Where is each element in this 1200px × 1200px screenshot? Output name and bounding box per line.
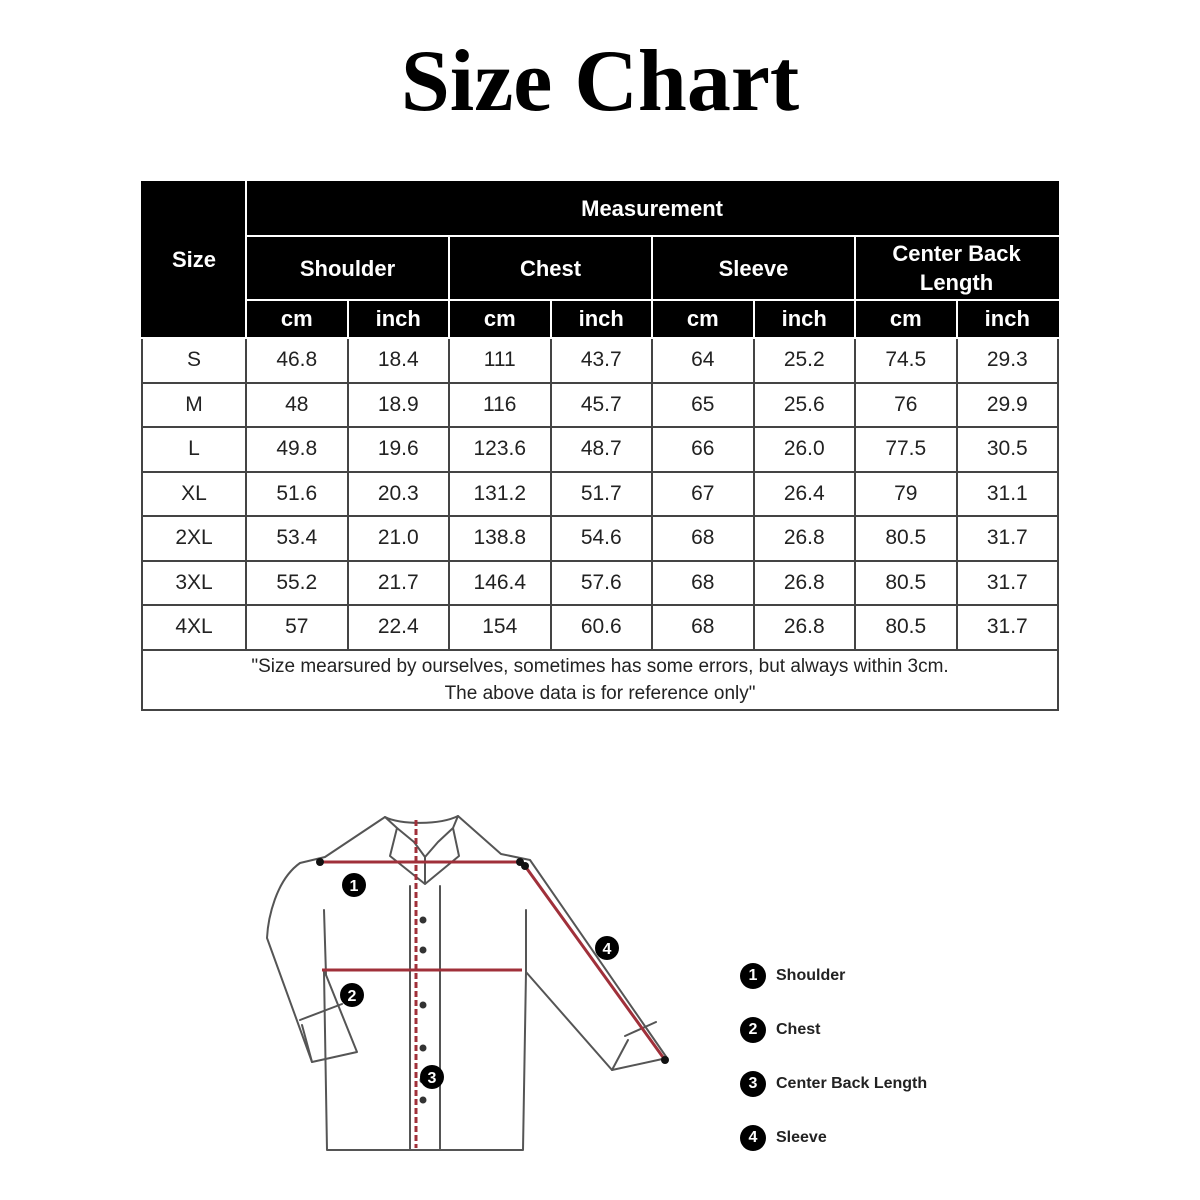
table-cell: 80.5 — [855, 561, 957, 606]
legend-number: 4 — [740, 1125, 766, 1151]
unit-inch-header: inch — [348, 300, 450, 338]
shirt-collar — [385, 816, 459, 884]
table-row — [142, 383, 1058, 428]
table-cell: 116 — [449, 383, 551, 428]
table-cell: 46.8 — [246, 338, 348, 383]
unit-cm-header: cm — [246, 300, 348, 338]
table-row — [142, 561, 1058, 606]
table-row — [142, 338, 1058, 383]
center-back-length-header: Center Back Length — [855, 236, 1058, 300]
unit-inch-header: inch — [551, 300, 653, 338]
table-cell: 51.6 — [246, 472, 348, 517]
table-cell: 45.7 — [551, 383, 653, 428]
table-cell: 65 — [652, 383, 754, 428]
table-cell: 51.7 — [551, 472, 653, 517]
table-cell: 20.3 — [348, 472, 450, 517]
sleeve-header: Sleeve — [652, 236, 855, 300]
svg-text:4: 4 — [602, 941, 612, 958]
size-cell: 4XL — [142, 605, 246, 650]
size-column-header: Size — [142, 182, 246, 338]
table-row — [142, 516, 1058, 561]
table-cell: 131.2 — [449, 472, 551, 517]
table-row — [142, 605, 1058, 650]
legend-item-sleeve — [740, 1120, 927, 1156]
legend-item-center-back-length — [740, 1066, 927, 1102]
page-title: Size Chart — [400, 33, 800, 130]
table-cell: 48 — [246, 383, 348, 428]
size-cell: L — [142, 427, 246, 472]
table-cell: 80.5 — [855, 605, 957, 650]
svg-text:2: 2 — [347, 988, 357, 1005]
table-cell: 19.6 — [348, 427, 450, 472]
table-cell: 54.6 — [551, 516, 653, 561]
unit-cm-header: cm — [652, 300, 754, 338]
size-table — [141, 181, 1059, 711]
table-cell: 80.5 — [855, 516, 957, 561]
table-cell: 26.4 — [754, 472, 856, 517]
legend-label: Sleeve — [776, 1129, 827, 1146]
table-cell: 22.4 — [348, 605, 450, 650]
left-cuff — [300, 1004, 342, 1062]
table-cell: 68 — [652, 516, 754, 561]
table-cell: 138.8 — [449, 516, 551, 561]
legend-number: 1 — [740, 963, 766, 989]
unit-cm-header: cm — [855, 300, 957, 338]
table-row — [142, 427, 1058, 472]
table-cell: 21.0 — [348, 516, 450, 561]
diagram-marker-2 — [340, 983, 364, 1007]
legend-label: Shoulder — [776, 967, 846, 984]
table-cell: 26.8 — [754, 605, 856, 650]
measurement-legend — [740, 958, 927, 1174]
size-cell: M — [142, 383, 246, 428]
table-cell: 31.1 — [957, 472, 1059, 517]
legend-item-shoulder — [740, 958, 927, 994]
table-cell: 57 — [246, 605, 348, 650]
table-cell: 74.5 — [855, 338, 957, 383]
table-cell: 25.6 — [754, 383, 856, 428]
legend-number: 2 — [740, 1017, 766, 1043]
legend-label: Chest — [776, 1021, 821, 1038]
table-cell: 77.5 — [855, 427, 957, 472]
table-note — [142, 650, 1058, 710]
svg-text:3: 3 — [427, 1070, 437, 1087]
table-cell: 29.3 — [957, 338, 1059, 383]
table-cell: 48.7 — [551, 427, 653, 472]
legend-item-chest — [740, 1012, 927, 1048]
table-cell: 18.9 — [348, 383, 450, 428]
table-cell: 66 — [652, 427, 754, 472]
table-cell: 25.2 — [754, 338, 856, 383]
table-note-line-1: "Size mearsured by ourselves, sometimes has some errors, but always within 3cm. — [251, 655, 949, 677]
table-cell: 55.2 — [246, 561, 348, 606]
unit-inch-header: inch — [957, 300, 1059, 338]
table-cell: 146.4 — [449, 561, 551, 606]
diagram-marker-3 — [420, 1065, 444, 1089]
table-cell: 111 — [449, 338, 551, 383]
measurement-header: Measurement — [246, 182, 1058, 236]
table-cell: 21.7 — [348, 561, 450, 606]
table-note-line-2: The above data is for reference only" — [444, 682, 756, 704]
table-cell: 68 — [652, 561, 754, 606]
legend-label: Center Back Length — [776, 1075, 928, 1092]
table-cell: 26.8 — [754, 561, 856, 606]
size-cell: 3XL — [142, 561, 246, 606]
table-cell: 123.6 — [449, 427, 551, 472]
size-cell: XL — [142, 472, 246, 517]
unit-inch-header: inch — [754, 300, 856, 338]
table-cell: 31.7 — [957, 561, 1059, 606]
table-cell: 154 — [449, 605, 551, 650]
svg-text:1: 1 — [349, 878, 359, 895]
table-cell: 76 — [855, 383, 957, 428]
table-cell: 64 — [652, 338, 754, 383]
legend-number: 3 — [740, 1071, 766, 1097]
shirt-outline — [267, 816, 667, 1150]
table-cell: 49.8 — [246, 427, 348, 472]
table-cell: 53.4 — [246, 516, 348, 561]
unit-cm-header: cm — [449, 300, 551, 338]
table-cell: 18.4 — [348, 338, 450, 383]
table-cell: 31.7 — [957, 516, 1059, 561]
table-cell: 30.5 — [957, 427, 1059, 472]
table-cell: 60.6 — [551, 605, 653, 650]
sleeve-line — [525, 866, 665, 1060]
table-cell: 31.7 — [957, 605, 1059, 650]
table-cell: 29.9 — [957, 383, 1059, 428]
table-cell: 26.8 — [754, 516, 856, 561]
table-row — [142, 472, 1058, 517]
shirt-diagram — [240, 790, 680, 1170]
size-cell: S — [142, 338, 246, 383]
table-cell: 67 — [652, 472, 754, 517]
table-cell: 68 — [652, 605, 754, 650]
diagram-marker-1 — [342, 873, 366, 897]
table-body — [142, 338, 1058, 650]
size-cell: 2XL — [142, 516, 246, 561]
table-cell: 79 — [855, 472, 957, 517]
table-cell: 57.6 — [551, 561, 653, 606]
table-cell: 26.0 — [754, 427, 856, 472]
shoulder-header: Shoulder — [246, 236, 449, 300]
table-cell: 43.7 — [551, 338, 653, 383]
chest-header: Chest — [449, 236, 652, 300]
diagram-marker-4 — [595, 936, 619, 960]
